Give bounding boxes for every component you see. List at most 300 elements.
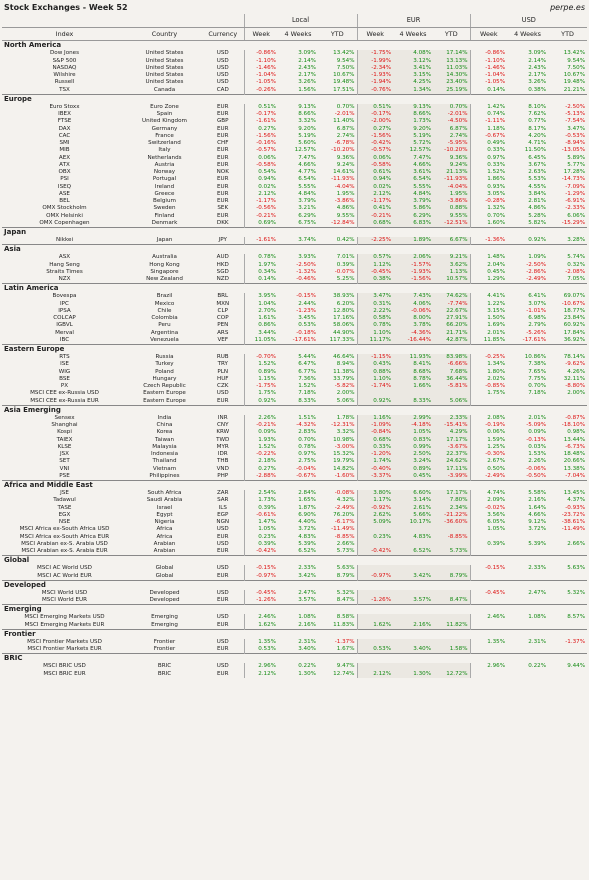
value-cell: 7.80% [433,497,470,504]
value-cell: 3.15% [470,308,507,315]
value-cell: 2.12% [357,191,393,198]
value-cell: 7.47% [298,154,316,161]
column-header: YTD [548,28,587,41]
country: Nigeria [154,519,175,526]
value-cell: 3.14% [393,497,433,504]
value-cell: -0.04% [296,465,316,472]
country: Africa [156,526,173,533]
value-cell: 1.93% [244,436,278,443]
table-row [2,572,587,580]
value-cell: -38.61% [561,519,586,526]
value-cell: 2.75% [298,458,316,465]
value-cell: 11.82% [433,621,470,629]
value-cell: -0.26% [244,86,278,94]
value-cell: 8.33% [393,397,433,405]
value-cell: 13.38% [563,465,586,472]
value-cell [357,526,393,533]
value-cell: 0.22% [298,663,316,670]
value-cell: 2.96% [244,663,278,670]
value-cell: -0.30% [470,451,507,458]
country: Turkey [155,361,174,368]
index-name: MSCI CEE ex-Russia USD [30,390,99,397]
value-cell: -0.28% [470,198,507,205]
value-cell [357,565,393,572]
value-cell: 1.42% [470,104,507,111]
value-cell: 5.74% [567,254,586,261]
value-cell: 3.47% [567,125,586,132]
value-cell: 6.83% [393,220,433,228]
value-cell: 3.40% [298,646,316,653]
value-cell: 0.45% [470,269,507,276]
value-cell: 12.57% [294,147,316,154]
country: United States [145,57,184,64]
value-cell: 3.41% [393,65,433,72]
value-cell: 36.92% [563,336,586,343]
country: Arabian [153,540,176,547]
value-cell: 3.61% [393,169,433,176]
table-row [2,140,587,147]
value-cell: 0.93% [470,183,507,190]
value-cell: 4.26% [567,368,586,375]
column-header: Index [2,28,127,41]
value-cell: 1.17% [357,497,393,504]
value-cell: -2.08% [565,268,586,275]
table-row [2,276,587,284]
value-cell: 19.79% [333,458,355,465]
value-cell [548,597,587,605]
value-cell: 12.72% [433,670,470,677]
value-cell [470,397,507,405]
value-cell: 0.78% [298,443,316,450]
table-row [2,422,587,429]
value-cell: -0.17% [244,111,278,118]
value-cell: -0.06% [393,308,433,315]
value-cell: 0.70% [433,104,470,111]
value-cell: 4.29% [433,429,470,436]
value-cell: 2.12% [357,670,393,677]
value-cell: 1.97% [244,261,278,268]
table-row [2,212,587,219]
value-cell: 9.55% [336,212,355,219]
value-cell: 0.33% [470,147,507,154]
index-name: MSCI CEE ex-Russia EUR [30,397,99,404]
value-cell: 8.17% [528,125,547,132]
value-cell: -6.91% [565,198,586,205]
value-cell [470,670,507,677]
value-cell: 21.21% [563,86,586,93]
table-row [2,79,587,86]
table-row [2,104,587,111]
value-cell: 1.09% [528,254,547,261]
value-cell: 13.42% [333,50,355,57]
value-cell: 117.33% [329,336,355,343]
index-name: Sensex [54,414,75,421]
value-cell: 1.52% [244,361,278,368]
currency: USD [216,614,229,621]
value-cell: 4.25% [393,79,433,86]
value-cell: 0.14% [470,86,507,94]
value-cell: -23.72% [561,511,586,518]
value-cell: -0.45% [244,590,278,597]
value-cell: 9.54% [567,57,586,64]
table-row [2,597,587,605]
value-cell: 2.01% [470,329,507,336]
value-cell: 9.20% [298,125,316,132]
index-name: PX [60,383,69,390]
table-row [2,65,587,72]
value-cell: 17.17% [433,436,470,443]
value-cell: -14.73% [561,176,586,183]
value-cell: 2.31% [298,638,316,645]
value-cell: 3.67% [528,161,547,168]
currency: EUR [216,147,229,154]
table-row [2,191,587,198]
value-cell: 1.52% [298,383,316,390]
table-row [2,415,587,422]
value-cell: 9.21% [433,254,470,261]
value-cell: 0.92% [528,237,547,244]
value-cell: -5.09% [526,422,547,429]
value-cell: -1.29% [565,190,586,197]
value-cell: 7.75% [528,375,547,382]
value-cell: -2.50% [296,261,316,268]
value-cell: 11.05% [244,337,278,345]
value-cell: 21.71% [433,329,470,336]
value-cell: 5.63% [567,565,586,572]
value-cell: 5.06% [433,397,470,405]
section-header [2,580,587,590]
value-cell: -6.78% [334,140,355,147]
value-cell: 3.09% [528,50,547,57]
table-row [2,533,587,540]
value-cell: -2.50% [526,261,547,268]
value-cell: 2.74% [336,132,355,139]
country: United States [145,50,184,57]
column-header-row [2,28,587,41]
country: Mexico [154,300,175,307]
value-cell: 0.23% [357,533,393,540]
value-cell: -0.45% [470,590,507,597]
table-row [2,361,587,368]
value-cell: 4.41% [470,293,507,300]
value-cell: 1.74% [357,458,393,465]
currency: VND [216,465,229,472]
value-cell: 9.55% [433,212,470,219]
value-cell: 0.49% [470,140,507,147]
value-cell: 0.02% [244,183,278,190]
table-row [2,663,587,670]
value-cell: 0.77% [528,118,547,125]
value-cell: 1.25% [470,444,507,451]
value-cell: -3.86% [433,198,470,205]
table-body [2,41,587,678]
value-cell: -2.49% [334,504,355,511]
index-name: S&P 500 [52,57,77,64]
value-cell [548,397,587,405]
value-cell: -2.33% [565,205,586,212]
value-cell: 2.84% [298,490,316,497]
index-name: Kospi [57,429,72,436]
index-name: JSX [59,451,70,458]
column-header: 4 Weeks [507,28,548,41]
value-cell: -0.45% [357,269,393,276]
value-cell [393,565,433,572]
value-cell: -0.06% [526,465,547,472]
value-cell: 7.01% [336,254,355,261]
value-cell: -0.46% [296,276,316,283]
value-cell [548,621,587,629]
value-cell: -1.46% [244,65,278,72]
value-cell: 83.98% [433,354,470,361]
index-name: ASE [59,190,70,197]
value-cell: -1.23% [296,307,316,314]
value-cell: -0.58% [244,162,278,169]
currency: SAR [217,497,229,504]
value-cell: -0.61% [244,512,278,519]
value-cell: -11.49% [331,526,355,533]
currency: TWD [216,436,230,443]
value-cell [548,646,587,654]
value-cell: 0.53% [298,322,316,329]
value-cell: 9.44% [567,663,586,670]
currency: INR [217,414,228,421]
value-cell: -0.50% [526,472,547,479]
value-cell: 2.54% [244,490,278,497]
value-cell: 17.11% [433,465,470,472]
currency: PLN [217,368,229,375]
header-bar [0,0,589,14]
table-row [2,639,587,646]
country: Euro Zone [150,103,179,110]
country: Australia [152,254,177,261]
currency: USD [216,565,229,572]
currency: KRW [216,429,230,436]
index-name: IPC [60,300,69,307]
currency: HKD [216,261,229,268]
table-row [2,458,587,465]
value-cell: -0.19% [470,422,507,429]
value-cell: 1.47% [244,519,278,526]
table-row [2,261,587,268]
value-cell: 0.97% [298,451,316,458]
value-cell: 8.58% [336,614,355,621]
value-cell: 1.50% [470,315,507,322]
value-cell: 5.53% [528,176,547,183]
value-cell: 2.06% [393,254,433,261]
value-cell: 24.62% [433,458,470,465]
value-cell: 0.03% [528,443,547,450]
value-cell: 9.24% [433,162,470,169]
country: Hong Kong [149,261,180,268]
value-cell: -0.21% [244,212,278,219]
currency: TRY [217,361,228,368]
value-cell: 9.12% [528,519,547,526]
value-cell: 7.65% [528,368,547,375]
value-cell: 66.20% [433,322,470,329]
value-cell: 0.89% [393,465,433,472]
index-name: WIG [58,368,71,375]
currency: EUR [216,670,229,677]
value-cell: -0.70% [244,354,278,361]
value-cell: 7.18% [528,390,547,397]
value-cell: -21.22% [433,512,470,519]
country: South Africa [147,490,182,497]
index-name: MSCI Frontier Markets EUR [27,646,102,653]
currency: USD [216,64,229,71]
value-cell: 0.09% [244,429,278,436]
value-cell: -1.57% [393,261,433,268]
value-cell: 6.60% [393,490,433,497]
value-cell: 8.79% [336,572,355,579]
value-cell: 33.79% [333,375,355,382]
value-cell: 5.19% [393,133,433,140]
value-cell: 5.73% [336,548,355,555]
value-cell: 1.12% [357,261,393,268]
value-cell: 1.95% [433,191,470,198]
table-row [2,198,587,205]
value-cell [393,639,433,646]
currency: EUR [216,533,229,540]
value-cell: 10.17% [393,519,433,526]
value-cell: 8.94% [336,361,355,368]
value-cell: 13.45% [563,490,586,497]
table-row [2,497,587,504]
section-title: Global [2,556,587,566]
value-cell: 0.70% [528,383,547,390]
index-name: PSI [60,176,69,183]
section-title: Africa and Middle East [2,480,587,490]
value-cell: 9.36% [433,154,470,161]
value-cell: 5.19% [298,132,316,139]
value-cell [470,548,507,556]
value-cell [357,541,393,548]
value-cell: 1.30% [298,670,316,677]
section-header [2,605,587,615]
value-cell: 0.69% [244,220,278,228]
value-cell: 4.84% [393,191,433,198]
value-cell: 14.30% [433,72,470,79]
value-cell: -0.22% [244,451,278,458]
table-row [2,86,587,94]
country: Thailand [152,458,177,465]
value-cell: 4.40% [298,519,316,526]
value-cell: 1.52% [244,444,278,451]
value-cell: -4.32% [296,422,316,429]
table-row [2,308,587,315]
section-header [2,284,587,294]
index-name: KLSE [57,443,72,450]
table-row [2,269,587,276]
value-cell [470,533,507,540]
currency: USD [216,72,229,79]
index-name: COLCAP [53,315,76,322]
value-cell: -2.50% [565,103,586,110]
value-cell: 2.26% [244,415,278,422]
value-cell: 0.39% [470,541,507,548]
country: Austria [154,161,175,168]
value-cell: 5.72% [393,140,433,147]
value-cell: 0.27% [244,125,278,132]
table-row [2,254,587,261]
value-cell: -0.13% [526,436,547,443]
table-row [2,329,587,336]
value-cell: 7.47% [393,154,433,161]
value-cell: -8.85% [433,533,470,540]
index-name: Dow Jones [49,50,80,57]
value-cell: 2.33% [298,565,316,572]
value-cell: -0.57% [357,147,393,154]
value-cell: -6.73% [565,443,586,450]
value-cell: 2.46% [244,614,278,621]
country: Finland [154,212,175,219]
value-cell [357,590,393,597]
value-cell: -5.13% [565,111,586,118]
country: Malaysia [152,443,177,450]
table-row [2,526,587,533]
currency: EUR [216,212,229,219]
value-cell: -0.86% [244,50,278,57]
value-cell: -3.67% [433,444,470,451]
value-cell: 1.89% [393,237,433,245]
value-cell: 0.53% [244,646,278,654]
table-row [2,548,587,556]
value-cell: 2.02% [470,376,507,383]
value-cell: 0.70% [470,212,507,219]
index-name: BSE [59,375,70,382]
country: Developed [149,597,180,604]
index-name: MSCI BRIC USD [43,663,86,670]
table-row [2,220,587,228]
value-cell: 1.56% [298,86,316,93]
value-cell: -0.87% [565,414,586,421]
value-cell: 4.83% [298,533,316,540]
value-cell: 0.78% [244,254,278,261]
currency: USD [216,526,229,533]
value-cell: 2.74% [433,133,470,140]
value-cell: 0.22% [528,663,547,670]
section-title: North America [2,41,587,51]
section-title: Eastern Europe [2,344,587,354]
value-cell: 5.39% [298,540,316,547]
table-row [2,465,587,472]
value-cell: 3.93% [298,254,316,261]
value-cell: -12.84% [331,219,355,226]
value-cell: -1.04% [244,72,278,79]
value-cell [433,565,470,572]
value-cell: -7.04% [565,472,586,479]
value-cell: 0.27% [357,125,393,132]
value-cell: 2.33% [433,415,470,422]
value-cell: 27.91% [433,315,470,322]
value-cell: 0.23% [244,533,278,540]
value-cell: 3.32% [336,429,355,436]
value-cell: 2.12% [244,670,278,677]
value-cell: -4.36% [393,329,433,336]
value-cell: -10.20% [433,147,470,154]
value-cell: 0.97% [470,154,507,161]
value-cell: 3.72% [298,526,316,533]
group-usd: USD [470,14,587,28]
table-row [2,541,587,548]
value-cell: 14.82% [333,465,355,472]
value-cell: 6.98% [528,315,547,322]
value-cell: -7.09% [565,183,586,190]
table-row [2,519,587,526]
value-cell: 3.24% [393,458,433,465]
value-cell: 1.08% [528,614,547,621]
value-cell: 8.10% [528,103,547,110]
value-cell: 1.53% [528,451,547,458]
